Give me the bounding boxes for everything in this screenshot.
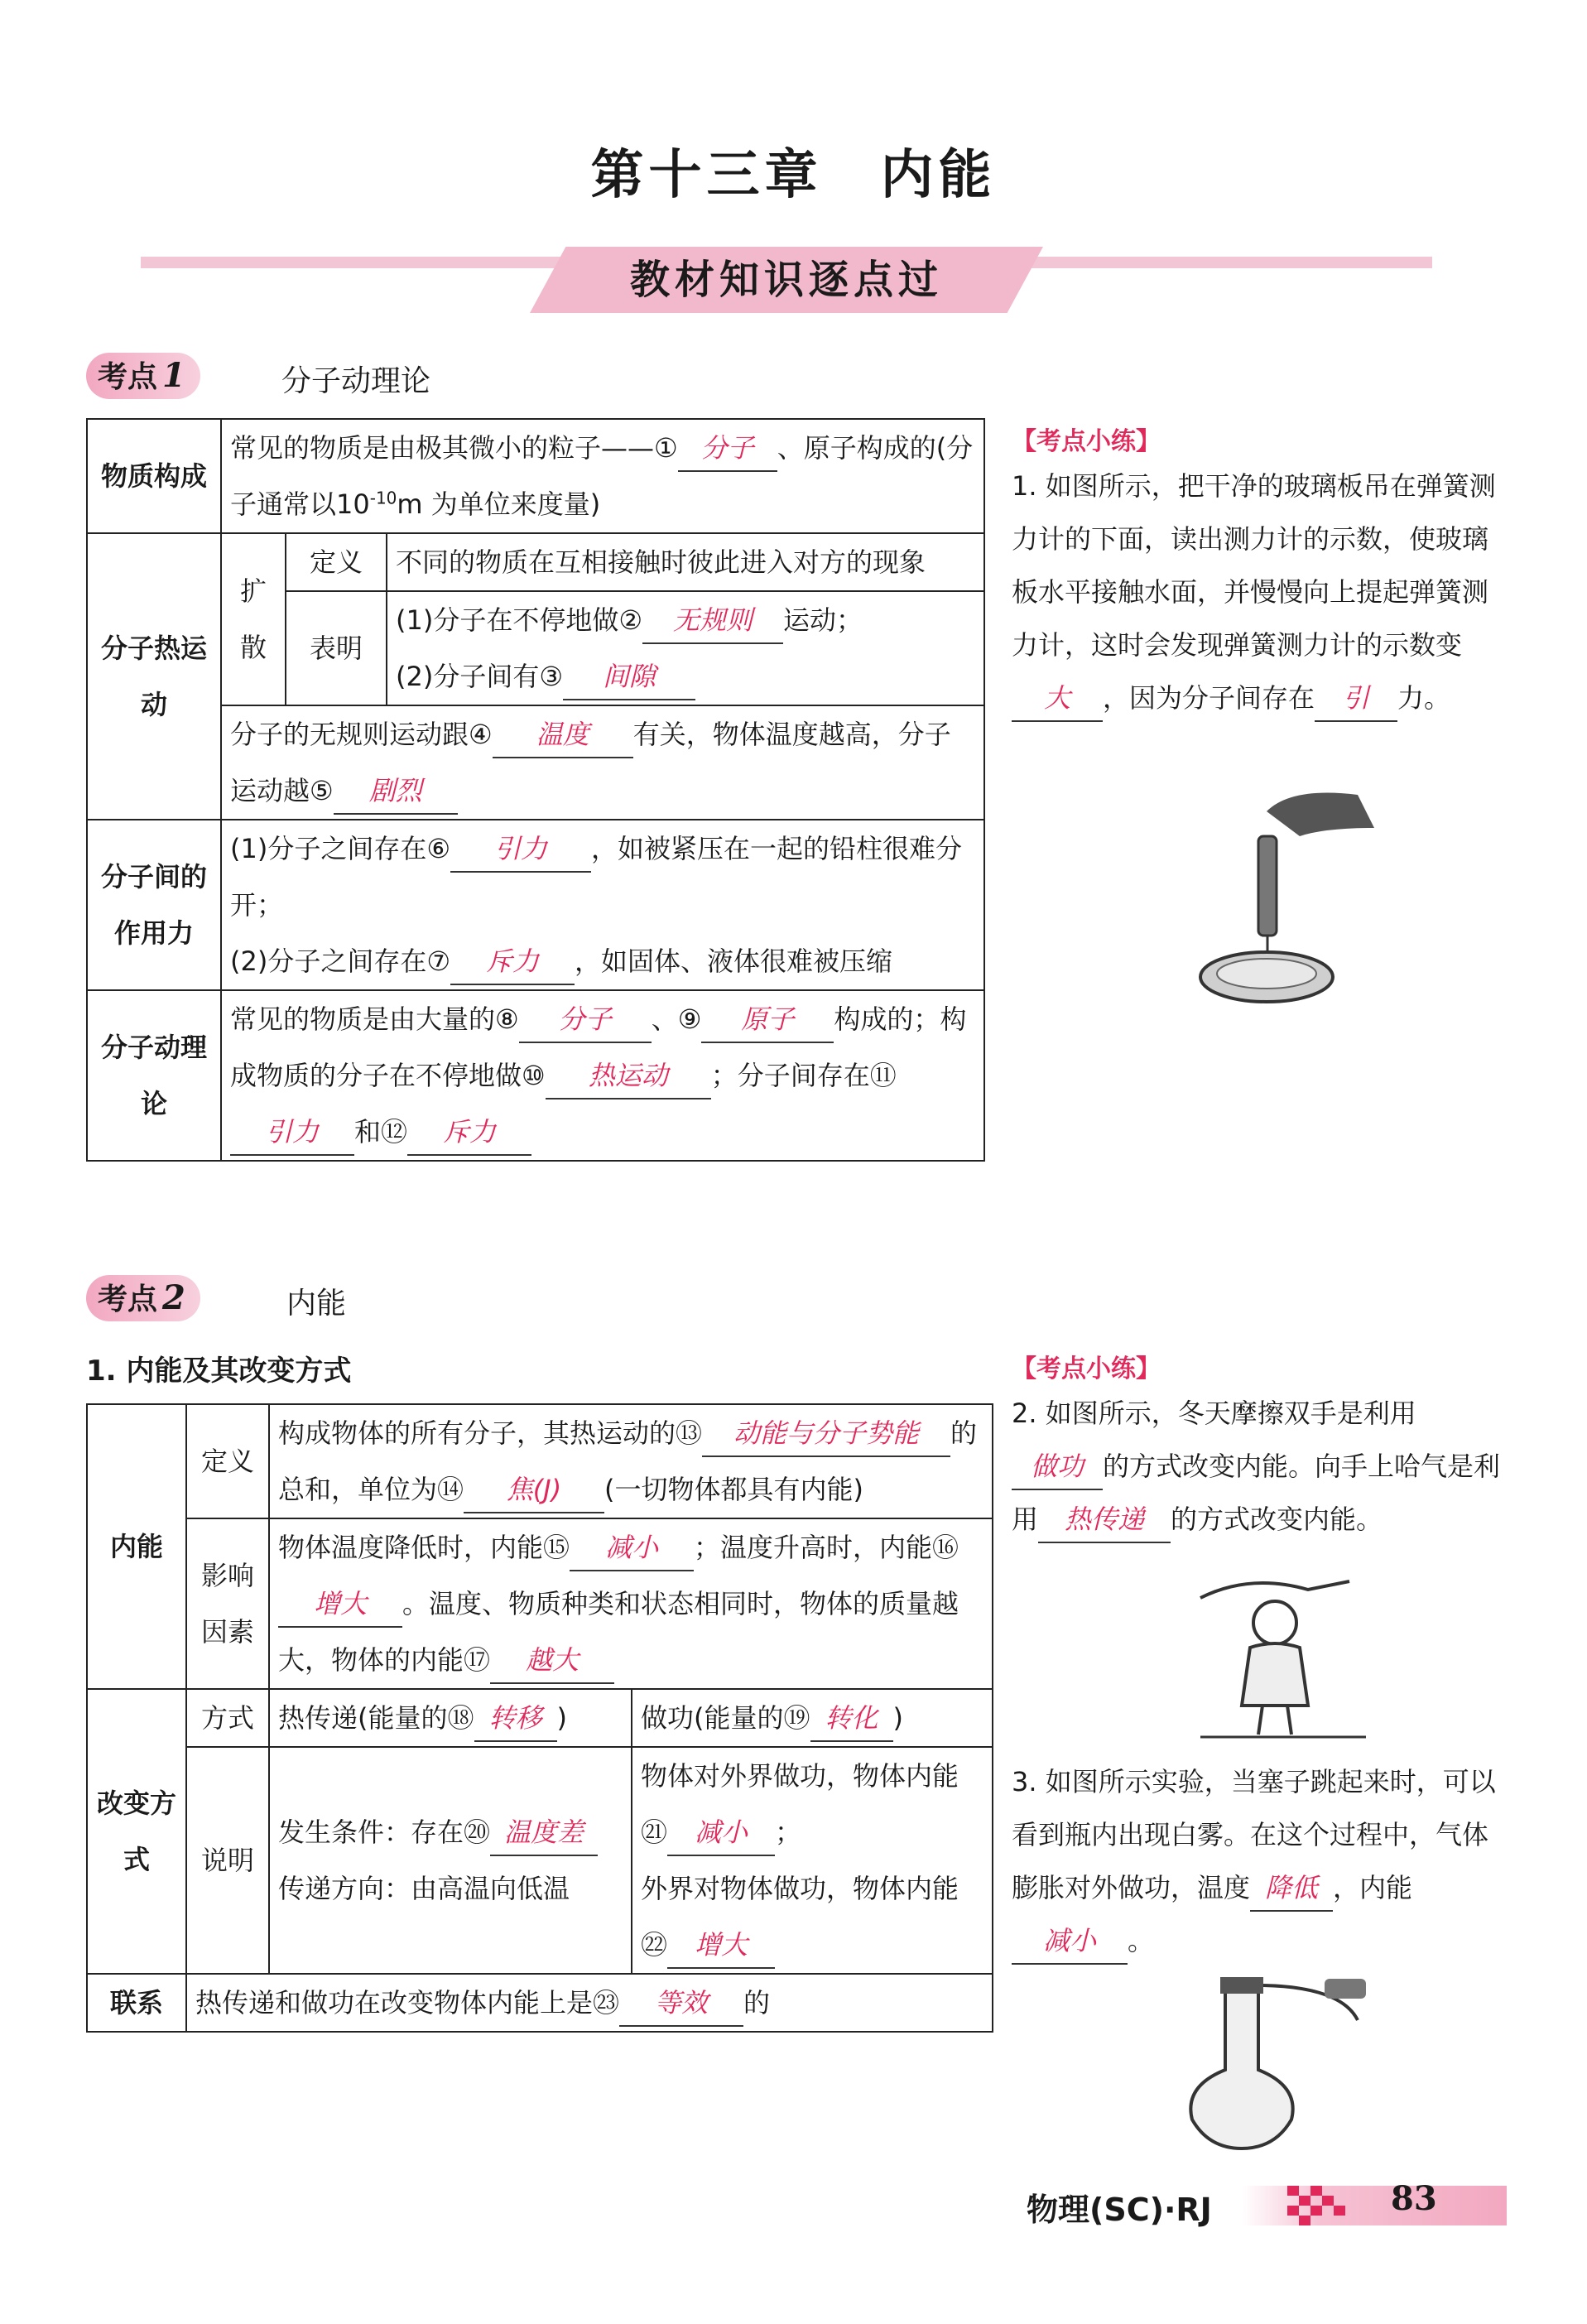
cell-text: ；温度升高时，内能⑯ xyxy=(694,1532,959,1563)
answer-17: 越大 xyxy=(490,1638,614,1684)
practice-3-answer-1: 降低 xyxy=(1250,1865,1333,1912)
cell-text: (2)分子间有③ xyxy=(396,661,564,692)
practice-label: 【考点小练】 xyxy=(1012,1354,1161,1383)
row-header: 物质构成 xyxy=(87,419,221,533)
question-text: 1. 如图所示，把干净的玻璃板吊在弹簧测力计的下面，读出测力计的示数，使玻璃板水平接触水面，并慢慢向上提起弹簧测力计，这时会发现弹簧测力计的示数变 xyxy=(1012,470,1496,661)
table-row xyxy=(87,533,984,591)
answer-21: 减小 xyxy=(667,1810,775,1856)
kaodian-number: 1 xyxy=(162,356,185,395)
table-row xyxy=(87,1747,993,1974)
row-header: 联系 xyxy=(87,1974,186,2032)
book-name: 物理(SC)·RJ xyxy=(1027,2192,1212,2228)
cell-text: 构成物体的所有分子，其热运动的⑬ xyxy=(278,1417,703,1449)
answer-15: 减小 xyxy=(570,1525,694,1571)
cell-text: 和⑫ xyxy=(354,1116,408,1148)
kaodian-1-tag xyxy=(86,353,200,399)
cell-text: 、原子构成的(分子通常以10 xyxy=(230,432,974,520)
cell-text: 热传递和做功在改变物体内能上是㉓ xyxy=(195,1987,620,2018)
table-row xyxy=(87,990,984,1161)
kaodian-2-tag xyxy=(86,1275,200,1321)
row-header: 改变方式 xyxy=(87,1689,186,1974)
cell-text: 外界对物体做功，物体内能㉒ xyxy=(641,1873,959,1961)
answer-10: 热运动 xyxy=(546,1053,711,1099)
table-row xyxy=(87,419,984,533)
table-cell xyxy=(269,1404,993,1518)
sub-header: 方式 xyxy=(186,1689,269,1747)
cell-text: 有关，物体温度越高，分子运动越⑤ xyxy=(230,719,951,806)
cell-text: 物体对外界做功，物体内能㉑ xyxy=(641,1760,959,1848)
row-header: 内能 xyxy=(87,1404,186,1689)
cell-text: ) xyxy=(556,1702,567,1734)
cell-text: 热传递(能量的⑱ xyxy=(278,1702,474,1734)
footer-bar xyxy=(1242,2186,1507,2225)
cell-text: (2)分子之间存在⑦ xyxy=(230,945,451,977)
answer-9: 原子 xyxy=(701,997,834,1043)
practice-question-3 xyxy=(1012,1755,1500,1967)
sub-header: 说明 xyxy=(186,1747,269,1974)
kaodian-1-name: 分子动理论 xyxy=(281,364,431,398)
cell-text: 构成的；构成物质的分子在不停地做⑩ xyxy=(230,1003,967,1091)
table-cell xyxy=(269,1747,632,1974)
cell-text: ) xyxy=(892,1702,903,1734)
cell-text: ；分子间存在⑪ xyxy=(710,1060,897,1091)
table-row xyxy=(87,1689,993,1747)
table-cell xyxy=(387,591,984,705)
answer-11: 引力 xyxy=(230,1109,354,1156)
sub-header: 影响因素 xyxy=(186,1518,269,1689)
subsection-heading: 1. 内能及其改变方式 xyxy=(86,1354,352,1388)
practice-2-answer-2: 热传递 xyxy=(1038,1497,1171,1543)
answer-8: 分子 xyxy=(519,997,652,1043)
question-text: 力。 xyxy=(1397,682,1451,714)
practice-3-answer-2: 减小 xyxy=(1012,1918,1128,1965)
cell-text: 做功(能量的⑲ xyxy=(641,1702,810,1734)
practice-1-answer-1: 大 xyxy=(1012,676,1103,722)
answer-6: 引力 xyxy=(450,826,591,873)
row-header: 分子动理论 xyxy=(87,990,221,1161)
sub-header: 定义 xyxy=(286,533,387,591)
answer-19: 转化 xyxy=(810,1696,893,1742)
table-row xyxy=(87,1518,993,1689)
question-text: 2. 如图所示，冬天摩擦双手是利用 xyxy=(1012,1398,1416,1429)
spring-scale-illustration xyxy=(1176,778,1374,1018)
row-header: 分子热运动 xyxy=(87,533,221,820)
answer-4: 温度 xyxy=(493,712,633,758)
question-text: 的方式改变内能。 xyxy=(1171,1504,1383,1535)
answer-3: 间隙 xyxy=(563,654,695,700)
cell-text: 发生条件：存在⑳ xyxy=(278,1816,491,1848)
table-row xyxy=(87,820,984,990)
cell-text: 、⑨ xyxy=(651,1003,702,1035)
cell-text: 物体温度降低时，内能⑮ xyxy=(278,1532,570,1563)
table-row xyxy=(87,1404,993,1518)
footer-checker-pattern xyxy=(1287,2186,1357,2225)
sub-header: 定义 xyxy=(186,1404,269,1518)
cell-text: 。温度、物质种类和状态相同时，物体的质量越大，物体的内能⑰ xyxy=(278,1588,959,1676)
cell-text: ； xyxy=(775,1816,802,1848)
table-cell xyxy=(632,1747,993,1974)
table-row xyxy=(87,705,984,820)
chapter-title: 第十三章 内能 xyxy=(590,145,997,206)
exponent: -10 xyxy=(369,488,397,508)
answer-12: 斥力 xyxy=(407,1109,531,1156)
question-text: 3. 如图所示实验，当塞子跳起来时，可以看到瓶内出现白雾。在这个过程中，气体膨胀对外做功，温度 xyxy=(1012,1766,1496,1903)
cell-text: ，如被紧压在一起的铅柱很难分开； xyxy=(230,833,963,921)
answer-2: 无规则 xyxy=(642,598,783,644)
table-cell xyxy=(221,705,984,820)
practice-question-1 xyxy=(1012,460,1500,724)
kaodian-number: 2 xyxy=(162,1278,185,1317)
answer-5: 剧烈 xyxy=(334,768,458,815)
answer-16: 增大 xyxy=(278,1581,402,1628)
internal-energy-table xyxy=(86,1403,993,2033)
kaodian-label: 考点 xyxy=(98,1282,158,1316)
cell-text: 运动； xyxy=(783,604,863,636)
cell-text: 分子的无规则运动跟④ xyxy=(230,719,493,750)
practice-1-answer-2: 引 xyxy=(1315,676,1397,722)
answer-7: 斥力 xyxy=(450,939,575,985)
cell-text: 传递方向：由高温向低温 xyxy=(278,1873,570,1904)
cell-text: 的总和，单位为⑭ xyxy=(278,1417,978,1505)
cell-text: ，如固体、液体很难被压缩 xyxy=(575,945,893,977)
cell-text: (一切物体都具有内能) xyxy=(604,1474,863,1505)
table-cell: 不同的物质在互相接触时彼此进入对方的现象 xyxy=(387,533,984,591)
sub-header: 扩散 xyxy=(221,533,286,705)
sub-header: 表明 xyxy=(286,591,387,705)
table-cell xyxy=(221,419,984,533)
cell-text: (1)分子之间存在⑥ xyxy=(230,833,451,864)
question-text: ，因为分子间存在 xyxy=(1103,682,1315,714)
table-cell xyxy=(632,1689,993,1747)
table-cell xyxy=(269,1518,993,1689)
rubbing-hands-illustration xyxy=(1184,1565,1383,1747)
question-text: 。 xyxy=(1128,1925,1155,1956)
practice-label: 【考点小练】 xyxy=(1012,427,1161,456)
table-cell xyxy=(269,1689,632,1747)
banner-title: 教材知识逐点过 xyxy=(629,257,943,303)
cell-text: 的 xyxy=(743,1987,771,2018)
practice-2-answer-1: 做功 xyxy=(1012,1444,1103,1490)
cell-text: 常见的物质是由极其微小的粒子——① xyxy=(230,432,678,464)
table-row xyxy=(87,1974,993,2032)
flask-experiment-illustration xyxy=(1159,1970,1374,2153)
answer-23: 等效 xyxy=(619,1980,743,2027)
table-cell xyxy=(221,820,984,990)
answer-18: 转移 xyxy=(474,1696,557,1742)
answer-22: 增大 xyxy=(667,1922,775,1969)
cell-text: 常见的物质是由大量的⑧ xyxy=(230,1003,519,1035)
molecular-theory-table xyxy=(86,418,985,1162)
answer-14: 焦(J) xyxy=(464,1467,604,1513)
table-cell xyxy=(221,990,984,1161)
page-number: 83 xyxy=(1391,2179,1437,2218)
row-header: 分子间的作用力 xyxy=(87,820,221,990)
kaodian-2-name: 内能 xyxy=(286,1287,347,1321)
question-text: 的方式改变内能。向手上哈气是利用 xyxy=(1012,1451,1501,1535)
cell-text: (1)分子在不停地做② xyxy=(396,604,643,636)
cell-text: m 为单位来度量) xyxy=(397,488,601,520)
answer-20: 温度差 xyxy=(490,1810,598,1856)
practice-question-2 xyxy=(1012,1387,1500,1546)
answer-1: 分子 xyxy=(678,426,777,472)
kaodian-label: 考点 xyxy=(98,360,158,394)
table-cell xyxy=(186,1974,993,2032)
question-text: ，内能 xyxy=(1333,1872,1413,1903)
answer-13: 动能与分子势能 xyxy=(702,1411,950,1457)
